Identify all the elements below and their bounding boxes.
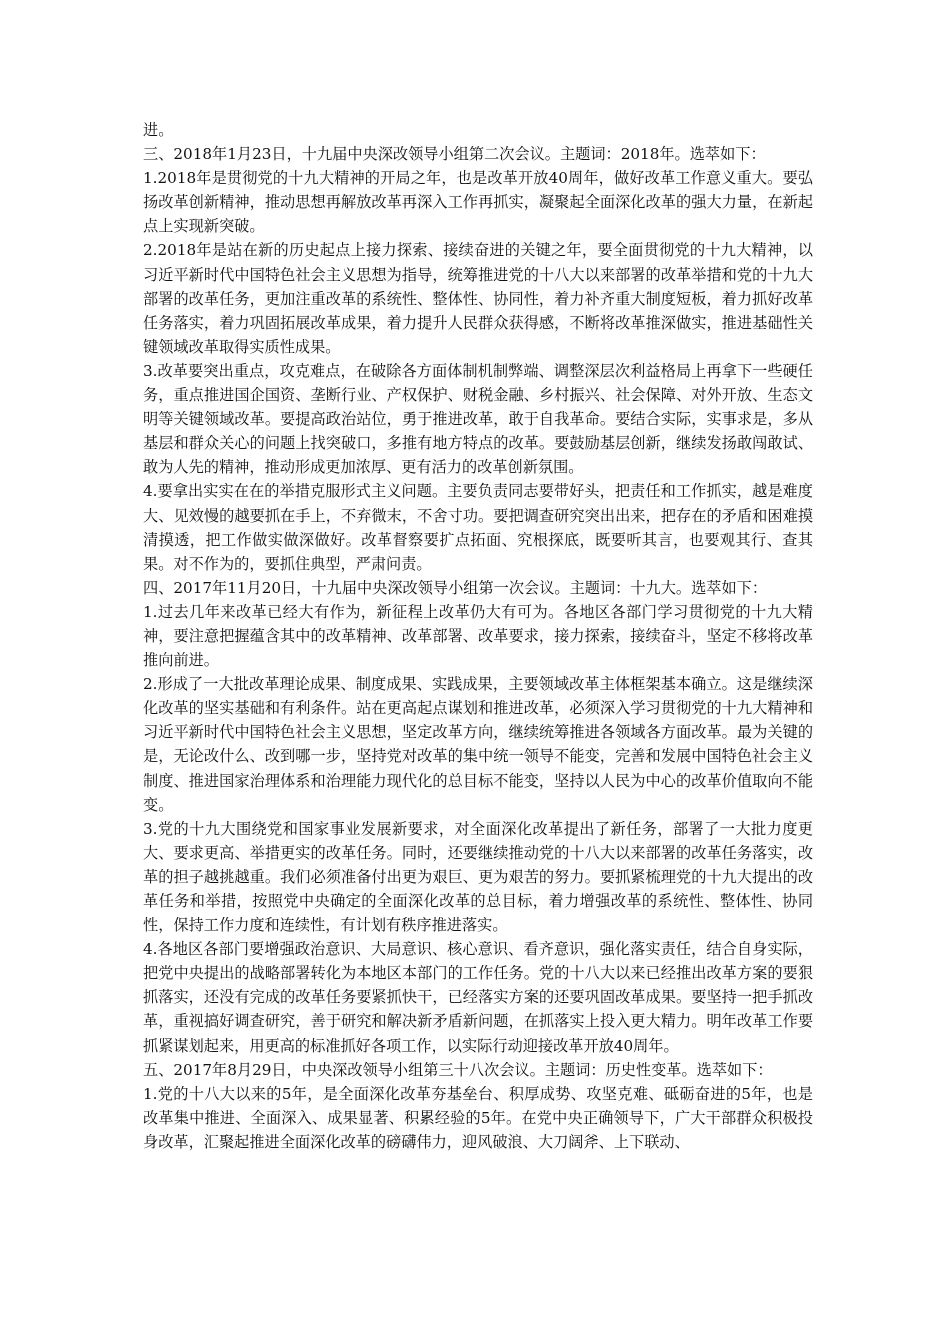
paragraph-3-2: 2.2018年是站在新的历史起点上接力探索、接续奋进的关键之年，要全面贯彻党的十九大精神，以习近平新时代中国特色社会主义思想为指导，统筹推进党的十八大以来部署的改革举措和党的十九大部署的改革任务，更加注重改革的系统性、整体性、协同性，着力补齐重大制度短板，着力抓好改革任务落实，着力巩固拓展改革成果，着力提升人民群众获得感，不断将改革推深做实，推进基础性关键领域改革取得实质性成果。 xyxy=(143,241,813,356)
document-body xyxy=(143,118,813,1154)
paragraph-4-4: 4.各地区各部门要增强政治意识、大局意识、核心意识、看齐意识，强化落实责任，结合自身实际，把党中央提出的战略部署转化为本地区本部门的工作任务。党的十八大以来已经推出改革方案的要狠抓落实，还没有完成的改革任务要紧抓快干，已经落实方案的还要巩固改革成果。要坚持一把手抓改革，重视搞好调查研究，善于研究和解决新矛盾新问题，在抓落实上投入更大精力。明年改革工作要抓紧谋划起来，用更高的标准抓好各项工作，以实际行动迎接改革开放40周年。 xyxy=(143,940,813,1055)
paragraph-continuation: 进。 xyxy=(143,121,174,139)
paragraph-4-1: 1.过去几年来改革已经大有作为，新征程上改革仍大有可为。各地区各部门学习贯彻党的十九大精神，要注意把握蕴含其中的改革精神、改革部署、改革要求，接力探索，接续奋斗，坚定不移将改革推向前进。 xyxy=(143,602,813,670)
paragraph-4-3: 3.党的十九大围绕党和国家事业发展新要求，对全面深化改革提出了新任务，部署了一大批力度更大、要求更高、举措更实的改革任务。同时，还要继续推动党的十八大以来部署的改革任务落实，改革的担子越挑越重。我们必须准备付出更为艰巨、更为艰苦的努力。要抓紧梳理党的十九大提出的改革任务和举措，按照党中央确定的全面深化改革的总目标，着力增强改革的系统性、整体性、协同性，保持工作力度和连续性，有计划有秩序推进落实。 xyxy=(143,819,813,935)
section-heading-4: 四、2017年11月20日，十九届中央深改领导小组第一次会议。主题词：十九大。选萃如下： xyxy=(143,578,768,597)
paragraph-3-4: 4.要拿出实实在在的举措克服形式主义问题。主要负责同志要带好头，把责任和工作抓实，越是难度大、见效慢的越要抓在手上，不弃微末，不舍寸功。要把调查研究突出出来，把存在的矛盾和困难摸清摸透，把工作做实做深做好。改革督察要扩点拓面、究根探底，既要听其言，也要观其行、查其果。对不作为的，要抓住典型，严肃问责。 xyxy=(143,482,813,573)
section-heading-5: 五、2017年8月29日，中央深改领导小组第三十八次会议。主题词：历史性变革。选萃如下： xyxy=(143,1060,773,1079)
paragraph-5-1: 1.党的十八大以来的5年，是全面深化改革夯基垒台、积厚成势、攻坚克难、砥砺奋进的5年，也是改革集中推进、全面深入、成果显著、积累经验的5年。在党中央正确领导下，广大干部群众积极投身改革，汇聚起推进全面深化改革的磅礴伟力，迎风破浪、大刀阔斧、上下联动、 xyxy=(143,1084,813,1151)
section-heading-3: 三、2018年1月23日，十九届中央深改领导小组第二次会议。主题词：2018年。选萃如下： xyxy=(143,145,766,164)
paragraph-3-3: 3.改革要突出重点，攻克难点，在破除各方面体制机制弊端、调整深层次利益格局上再拿下一些硬任务，重点推进国企国资、垄断行业、产权保护、财税金融、乡村振兴、社会保障、对外开放、生态文明等关键领域改革。要提高政治站位，勇于推进改革，敢于自我革命。要结合实际，实事求是，多从基层和群众关心的问题上找突破口，多推有地方特点的改革。要鼓励基层创新，继续发扬敢闯敢试、敢为人先的精神，推动形成更加浓厚、更有活力的改革创新氛围。 xyxy=(143,361,813,477)
paragraph-4-2: 2.形成了一大批改革理论成果、制度成果、实践成果，主要领域改革主体框架基本确立。这是继续深化改革的坚实基础和有利条件。站在更高起点谋划和推进改革，必须深入学习贯彻党的十九大精神和习近平新时代中国特色社会主义思想，坚定改革方向，继续统筹推进各领域各方面改革。最为关键的是，无论改什么、改到哪一步，坚持党对改革的集中统一领导不能变，完善和发展中国特色社会主义制度、推进国家治理体系和治理能力现代化的总目标不能变，坚持以人民为中心的改革价值取向不能变。 xyxy=(143,675,813,814)
paragraph-3-1: 1.2018年是贯彻党的十九大精神的开局之年，也是改革开放40周年，做好改革工作意义重大。要弘扬改革创新精神，推动思想再解放改革再深入工作再抓实，凝聚起全面深化改革的强大力量，在新起点上实现新突破。 xyxy=(143,169,813,236)
